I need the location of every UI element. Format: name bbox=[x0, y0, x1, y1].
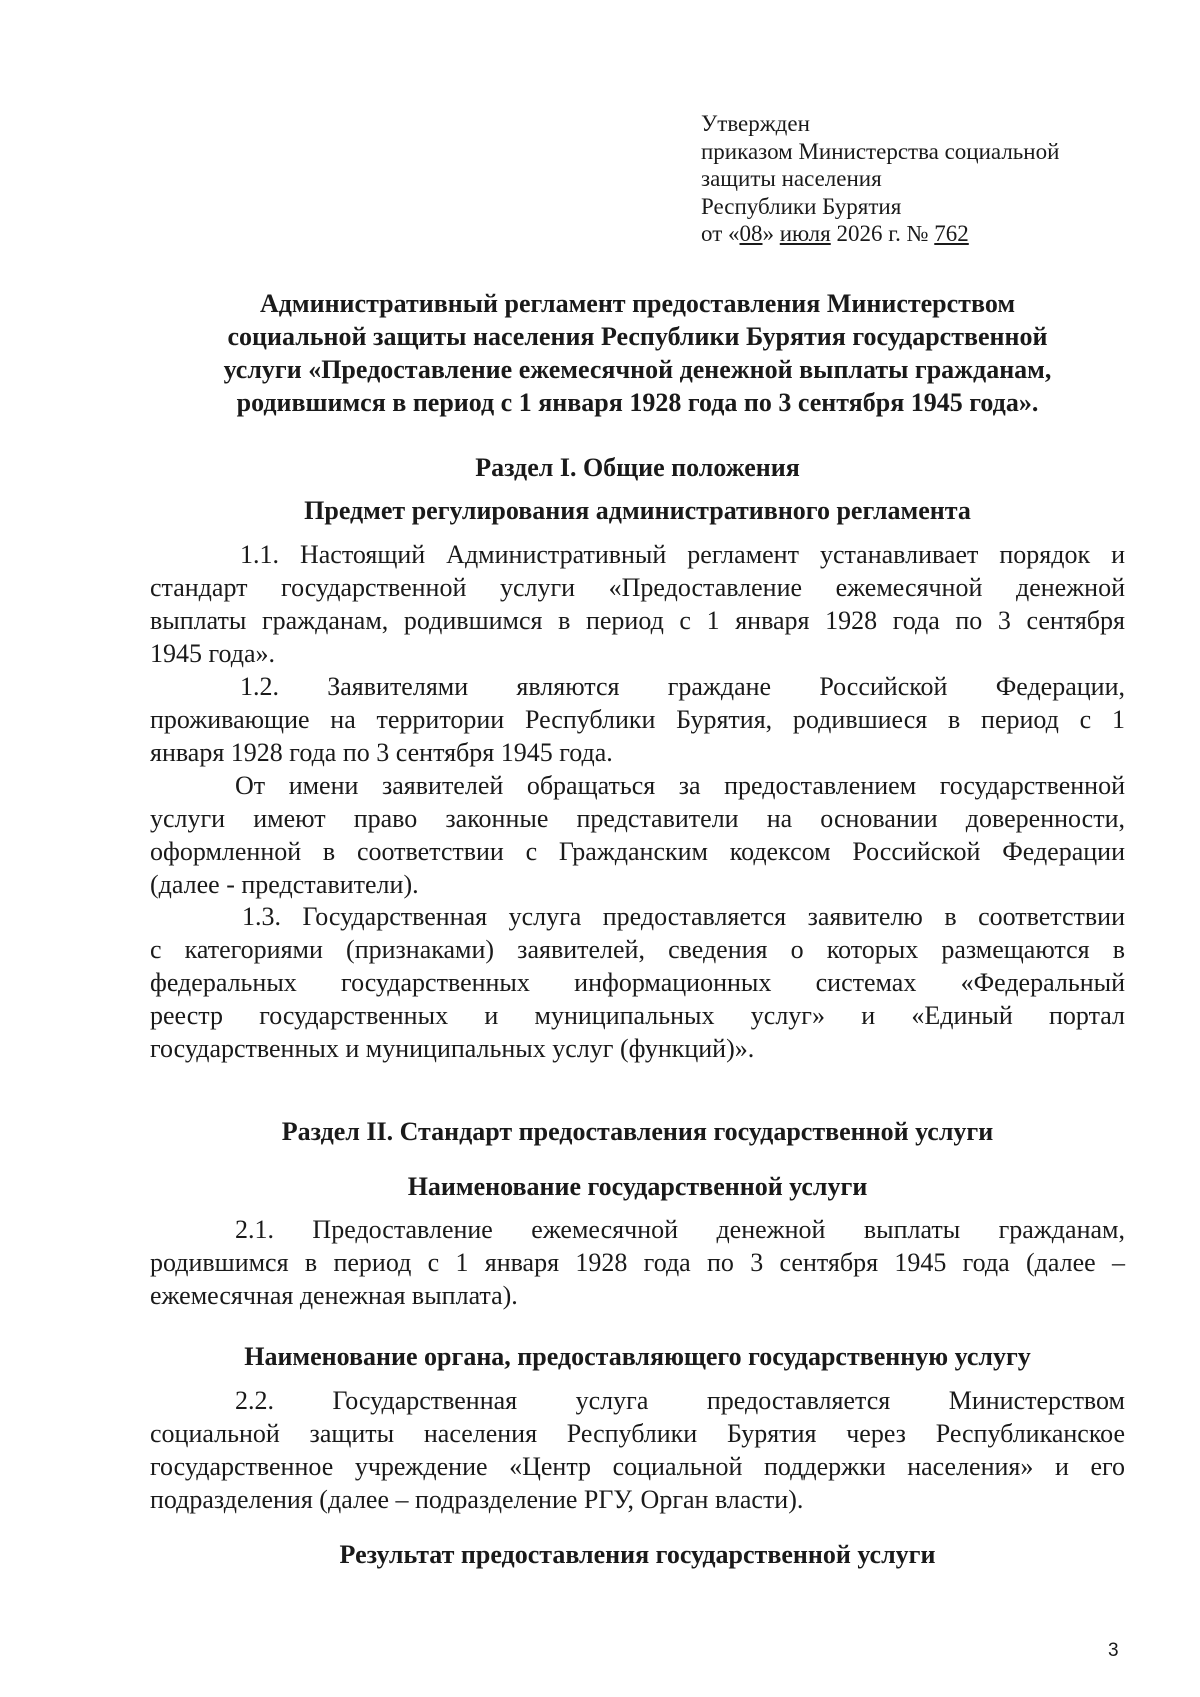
section-1-subheading: Предмет регулирования административного регламента bbox=[304, 496, 971, 525]
approval-line: Республики Бурятия bbox=[701, 193, 902, 219]
paragraph-1-2: 1.2. Заявителями являются граждане Российской Федерации, проживающие на территории Республики Бурятия, родившиеся в период с 1 января 1928 года по 3 сентября 1945 года. bbox=[150, 672, 1125, 767]
page-number: 3 bbox=[1108, 1640, 1119, 1661]
approval-line: защиты населения bbox=[701, 166, 882, 191]
section-2-heading: Раздел II. Стандарт предоставления государственной услуги bbox=[281, 1117, 994, 1146]
section-1-heading: Раздел I. Общие положения bbox=[475, 453, 800, 482]
approval-day: 08 bbox=[739, 221, 763, 246]
section-2-sub-result: Результат предоставления государственной услуги bbox=[339, 1540, 936, 1569]
approval-date: от «08» июля 2026 г. № 762 bbox=[701, 221, 969, 246]
approval-line: приказом Министерства социальной bbox=[701, 138, 1060, 164]
paragraph-1-1: 1.1. Настоящий Административный регламент устанавливает порядок и стандарт государственной услуги «Предоставление ежемесячной денежной выплаты гражданам, родившимся в период с 1 января 1928 года по 3 сентября 1945 года». bbox=[150, 540, 1125, 668]
paragraph-2-1: 2.1. Предоставление ежемесячной денежной выплаты гражданам, родившимся в период с 1 января 1928 года по 3 сентября 1945 года (далее – ежемесячная денежная выплата). bbox=[150, 1215, 1125, 1310]
section-2-sub-authority: Наименование органа, предоставляющего государственную услугу bbox=[244, 1342, 1031, 1371]
paragraph-1-2-representatives: От имени заявителей обращаться за предоставлением государственной услуги имеют право законные представители на основании доверенности, оформленной в соответствии с Гражданским кодексом Российской Федерации (далее - представители). bbox=[150, 771, 1125, 899]
approval-number: 762 bbox=[934, 221, 969, 246]
document-title: Административный регламент предоставления Министерством социальной защиты населения Республики Бурятия государственной услуги «Предоставление ежемесячной денежной выплаты гражданам, родившимся в период с 1 января 1928 года по 3 сентября 1945 года». bbox=[223, 289, 1052, 417]
section-2-sub-service-name: Наименование государственной услуги bbox=[407, 1172, 868, 1201]
approval-line: Утвержден bbox=[701, 111, 810, 136]
approval-block bbox=[701, 110, 1059, 248]
paragraph-1-3: 1.3. Государственная услуга предоставляется заявителю в соответствии с категориями (признаками) заявителей, сведения о которых размещаются в федеральных государственных информационных системах «Федеральный реестр государственных и муниципальных услуг» и «Единый портал государственных и муниципальных услуг (функций)». bbox=[150, 902, 1125, 1063]
paragraph-2-2: 2.2. Государственная услуга предоставляется Министерством социальной защиты населения Республики Бурятия через Республиканское государственное учреждение «Центр социальной поддержки населения» и его подразделения (далее – подразделение РГУ, Орган власти). bbox=[150, 1386, 1125, 1514]
approval-month: июля bbox=[779, 221, 831, 246]
